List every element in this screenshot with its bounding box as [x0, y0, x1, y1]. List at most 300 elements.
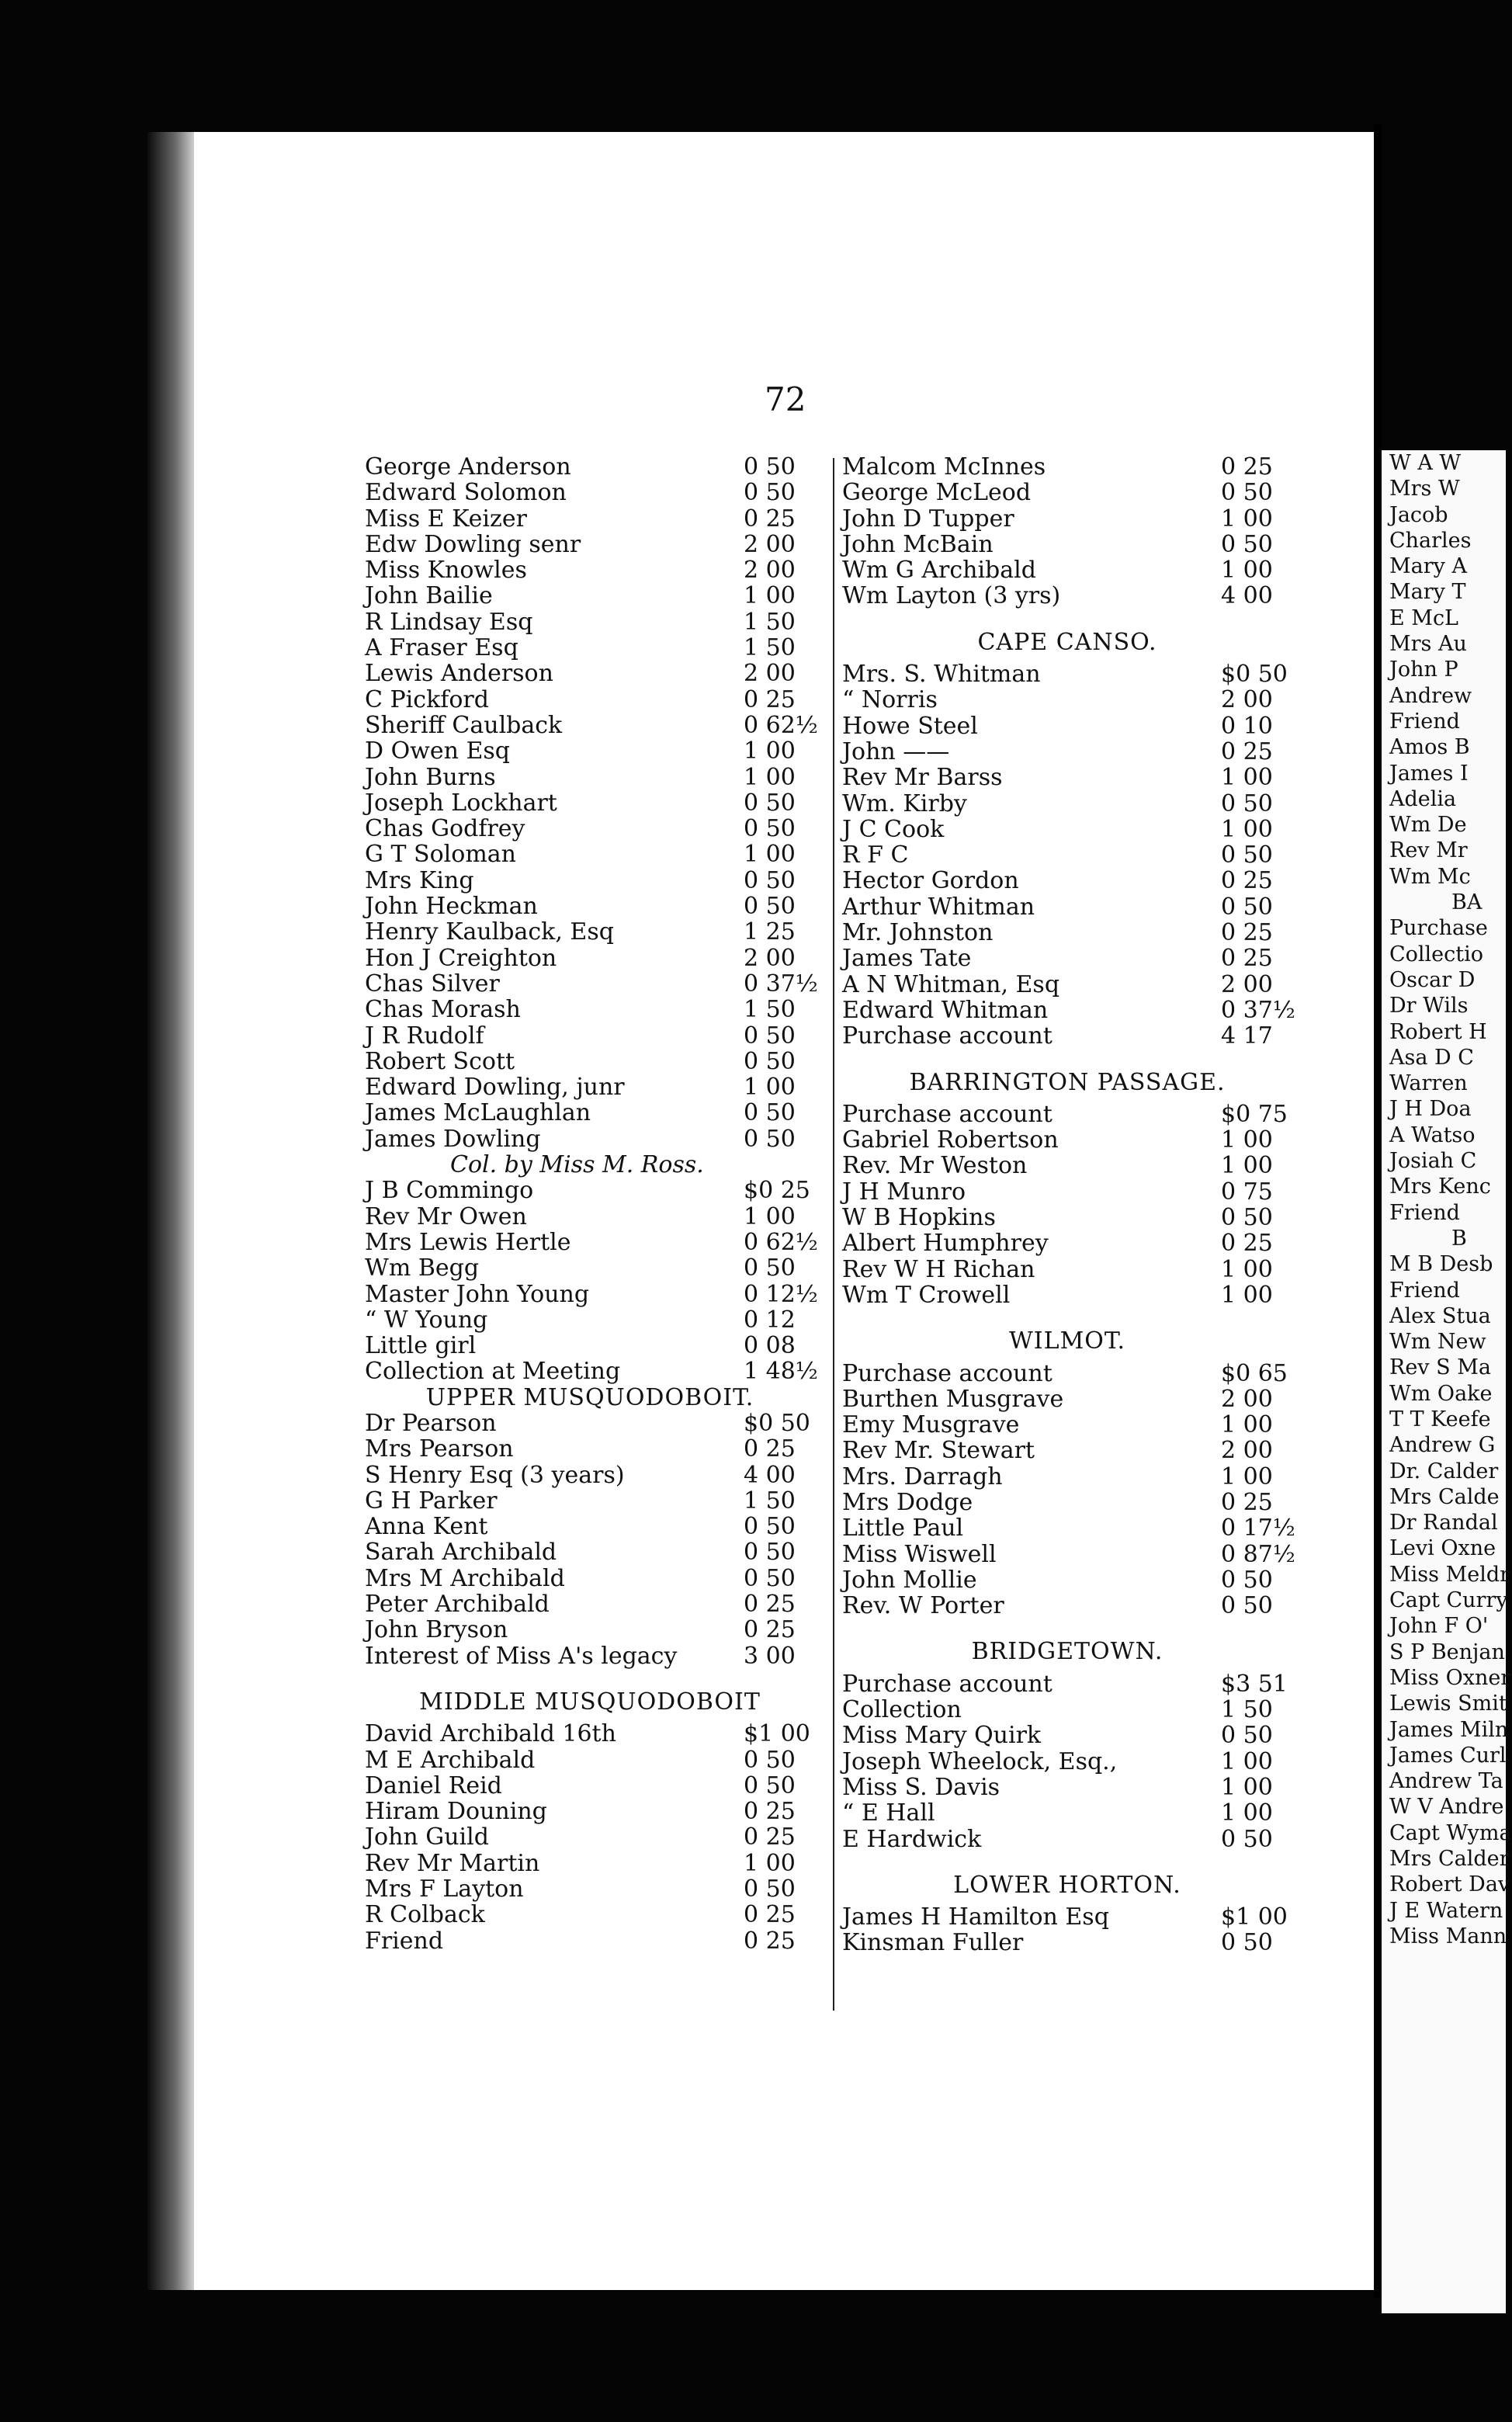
contribution-row: [365, 1307, 815, 1333]
contributor-name: Robert Scott: [365, 1047, 515, 1075]
contribution-amount: 1 00: [744, 582, 796, 610]
contributor-name: Burthen Musgrave: [842, 1385, 1064, 1413]
contributor-name: Rev. Mr Weston: [842, 1152, 1028, 1180]
contribution-row: [842, 1127, 1292, 1153]
contribution-amount: 0 50: [1221, 841, 1273, 869]
contribution-amount: 0 25: [744, 505, 796, 533]
facing-page-line: M B Desb: [1389, 1252, 1493, 1277]
contributor-name: Mrs Lewis Hertle: [365, 1228, 571, 1256]
section-heading-barrington-passage: BARRINGTON PASSAGE.: [909, 1068, 1226, 1096]
contribution-amount: 1 00: [1221, 764, 1273, 792]
contribution-row: [365, 506, 815, 532]
contribution-amount: 1 50: [744, 1487, 796, 1515]
page-number: 72: [765, 380, 806, 418]
contributor-name: A N Whitman, Esq: [842, 970, 1060, 998]
contribution-row: [365, 1643, 815, 1669]
contributor-name: Chas Silver: [365, 970, 500, 998]
contributor-name: Purchase account: [842, 1359, 1053, 1387]
facing-page-line: Friend: [1389, 1278, 1460, 1303]
contribution-row: [842, 972, 1292, 998]
contribution-row: [842, 791, 1292, 817]
facing-page-line: Friend: [1389, 1200, 1460, 1225]
contribution-amount: 1 00: [1221, 1152, 1273, 1180]
contribution-row: [842, 687, 1292, 713]
contribution-row: [842, 946, 1292, 971]
contributor-name: Mrs M Archibald: [365, 1564, 565, 1592]
contributor-name: Wm Layton (3 yrs): [842, 582, 1061, 610]
contribution-amount: 1 00: [1221, 1255, 1273, 1283]
contribution-row: [365, 816, 815, 841]
contributor-name: Anna Kent: [365, 1513, 488, 1541]
contribution-amount: 2 00: [1221, 1385, 1273, 1413]
facing-page-line: Capt Wyma: [1389, 1820, 1512, 1845]
contribution-amount: 1 00: [1221, 1799, 1273, 1827]
contribution-amount: 2 00: [744, 944, 796, 972]
facing-page-lines: [1382, 450, 1506, 890]
contribution-row: [365, 583, 815, 609]
facing-page-line: James Miln: [1389, 1717, 1509, 1742]
contribution-row: [842, 868, 1292, 894]
facing-page-line: Dr Wils: [1389, 994, 1469, 1018]
contributor-name: Hiram Douning: [365, 1798, 547, 1826]
contribution-row: [365, 1747, 815, 1773]
contribution-row: [842, 1515, 1295, 1542]
contribution-amount: 0 50: [1221, 1566, 1273, 1594]
contribution-amount: $0 75: [1221, 1100, 1288, 1128]
contributor-name: Wm Begg: [365, 1254, 480, 1282]
facing-page-heading: B: [1451, 1226, 1467, 1251]
facing-page-line: James I: [1389, 761, 1469, 786]
contributor-name: Joseph Lockhart: [365, 789, 557, 817]
facing-page-line: Dr Randal: [1389, 1511, 1498, 1535]
contribution-amount: 0 25: [744, 1798, 796, 1826]
contribution-amount: 0 62½: [744, 711, 818, 739]
contribution-row: [842, 1697, 1292, 1723]
contribution-row: [365, 1255, 815, 1281]
contribution-row: [365, 1591, 815, 1617]
contributor-name: John ——: [842, 737, 950, 765]
facing-page-line: James Curl: [1389, 1743, 1507, 1768]
contribution-amount: 0 25: [744, 1616, 796, 1644]
facing-page-line: Purchase: [1389, 916, 1488, 941]
contribution-row: [842, 1282, 1292, 1308]
contribution-row: [842, 480, 1292, 505]
contribution-amount: 0 50: [744, 1564, 796, 1592]
facing-page-line: W V Andre: [1389, 1795, 1504, 1820]
contributor-name: Miss Knowles: [365, 557, 527, 585]
contributor-name: David Archibald 16th: [365, 1720, 616, 1748]
contributor-name: Rev W H Richan: [842, 1255, 1035, 1283]
contribution-amount: 0 50: [744, 893, 796, 921]
contribution-amount: 2 00: [744, 530, 796, 558]
contributor-name: G T Soloman: [365, 841, 516, 869]
contribution-row: [365, 868, 815, 894]
contributor-name: Chas Godfrey: [365, 815, 525, 843]
contribution-amount: 1 50: [1221, 1696, 1273, 1724]
contribution-row: [842, 1438, 1292, 1463]
contributor-name: “ W Young: [365, 1306, 488, 1334]
contributor-name: John McBain: [842, 530, 994, 558]
contribution-row: [365, 1851, 815, 1876]
contributor-name: Collection at Meeting: [365, 1358, 621, 1386]
contribution-amount: 1 00: [744, 841, 796, 869]
contribution-amount: 1 00: [1221, 815, 1273, 843]
contribution-row: [365, 1799, 815, 1824]
contribution-row: [842, 1230, 1292, 1256]
contributor-name: Edward Solomon: [365, 479, 567, 507]
contributor-name: J H Munro: [842, 1178, 966, 1206]
contribution-row: [365, 1773, 815, 1799]
facing-page-line: Rev Mr: [1389, 838, 1468, 863]
contribution-row: [365, 1721, 815, 1747]
contributor-name: John Burns: [365, 763, 496, 791]
contributor-name: R F C: [842, 841, 909, 869]
contribution-amount: 0 50: [744, 1254, 796, 1282]
facing-page-line: Levi Oxne: [1389, 1536, 1496, 1561]
contributor-name: Lewis Anderson: [365, 660, 553, 688]
contribution-amount: 1 00: [1221, 1773, 1273, 1801]
contribution-row: [842, 1593, 1292, 1619]
contribution-amount: 0 50: [744, 1746, 796, 1774]
contributor-name: Mrs Pearson: [365, 1435, 514, 1463]
contribution-row: [842, 583, 1292, 609]
facing-page-line: Mrs Calde: [1389, 1484, 1500, 1509]
contribution-row: [365, 532, 815, 557]
contributor-name: John Guild: [365, 1823, 489, 1851]
contribution-amount: 0 25: [744, 1591, 796, 1619]
contribution-row: [365, 1928, 815, 1954]
contributor-name: John Mollie: [842, 1566, 977, 1594]
page-edge: [147, 132, 194, 2290]
contributor-name: Purchase account: [842, 1670, 1053, 1698]
contribution-row: [365, 687, 815, 713]
section-heading-cape-canso: CAPE CANSO.: [977, 628, 1157, 656]
contributor-list: [842, 1671, 1292, 1852]
contribution-row: [365, 1023, 815, 1049]
facing-page-line: Robert H: [1389, 1019, 1487, 1044]
contribution-row: [365, 1178, 815, 1203]
contributor-name: J C Cook: [842, 815, 945, 843]
contribution-amount: 0 50: [744, 1875, 796, 1903]
facing-page-line: Warren: [1389, 1071, 1468, 1096]
contributor-name: Miss Mary Quirk: [842, 1722, 1042, 1750]
contribution-row: [842, 739, 1292, 765]
contribution-row: [365, 1539, 815, 1565]
contribution-amount: 0 87½: [1221, 1540, 1295, 1568]
contributor-name: James Dowling: [365, 1125, 541, 1153]
section-heading-upper-musquodoboit: UPPER MUSQUODOBOIT.: [425, 1383, 754, 1411]
contribution-amount: 0 25: [1221, 453, 1273, 481]
contributor-name: John D Tupper: [842, 505, 1014, 533]
contributor-name: Hector Gordon: [842, 867, 1019, 895]
contributor-name: Interest of Miss A's legacy: [365, 1642, 678, 1670]
facing-page: [1382, 450, 1512, 2313]
contribution-amount: 0 25: [744, 1435, 796, 1463]
contribution-amount: 2 00: [1221, 686, 1273, 714]
contribution-row: [842, 1464, 1292, 1490]
facing-page-line: Miss Oxner: [1389, 1665, 1511, 1690]
facing-page-line: Josiah C: [1389, 1149, 1477, 1174]
contribution-amount: 2 00: [1221, 970, 1273, 998]
contribution-amount: 0 12: [744, 1306, 796, 1334]
contributor-name: Purchase account: [842, 1022, 1053, 1050]
facing-page-lines: [1382, 1251, 1512, 1949]
contributor-name: G H Parker: [365, 1487, 498, 1515]
contribution-row: [365, 1463, 815, 1488]
contribution-amount: $0 50: [1221, 661, 1288, 689]
contribution-amount: 0 50: [1221, 1722, 1273, 1750]
contribution-amount: 0 50: [1221, 1592, 1273, 1620]
contribution-row: [842, 1540, 1295, 1568]
contribution-row: [365, 1126, 815, 1152]
contribution-row: [842, 661, 1292, 687]
contribution-row: [365, 1074, 815, 1100]
contribution-row: [842, 817, 1292, 842]
contributor-name: Mrs Dodge: [842, 1488, 973, 1516]
contributor-name: Albert Humphrey: [842, 1230, 1049, 1258]
contribution-amount: 1 00: [744, 1849, 796, 1877]
contribution-row: [842, 1205, 1292, 1230]
facing-page-line: Wm De: [1389, 813, 1467, 838]
facing-page-line: Wm Oake: [1389, 1381, 1493, 1406]
contributor-list: [842, 1359, 1295, 1620]
contribution-row: [365, 946, 815, 971]
facing-page-line: Collectio: [1389, 942, 1484, 966]
contributor-name: John Bryson: [365, 1616, 508, 1644]
contributor-name: George Anderson: [365, 453, 571, 481]
contributor-name: “ E Hall: [842, 1799, 935, 1827]
contributor-list: [842, 661, 1295, 1050]
contribution-row: [365, 790, 815, 816]
contribution-row: [842, 1386, 1292, 1412]
contribution-row: [365, 1876, 815, 1902]
contribution-amount: 1 00: [1221, 1411, 1273, 1439]
contributor-name: Howe Steel: [842, 712, 978, 740]
contribution-amount: 0 50: [1221, 530, 1273, 558]
contribution-row: [842, 1179, 1292, 1205]
contribution-amount: 0 50: [1221, 789, 1273, 817]
facing-page-line: Wm Mc: [1389, 864, 1471, 889]
book-gutter: [1374, 124, 1382, 2298]
contributor-list: [842, 1904, 1292, 1956]
contributor-name: Mrs. Darragh: [842, 1463, 1003, 1490]
contributor-name: Collection: [842, 1696, 962, 1724]
contributor-name: James McLaughlan: [365, 1099, 591, 1127]
facing-page-line: Mary A: [1389, 554, 1467, 579]
contributor-name: Master John Young: [365, 1280, 590, 1308]
contributor-list: [365, 1411, 815, 1669]
contributor-name: Wm. Kirby: [842, 789, 967, 817]
contributor-name: Chas Morash: [365, 996, 521, 1024]
contribution-row: [365, 635, 815, 661]
contribution-row: [842, 920, 1292, 946]
contribution-amount: 4 17: [1221, 1022, 1273, 1050]
contribution-row: [365, 894, 815, 919]
facing-page-line: Lewis Smit: [1389, 1692, 1507, 1716]
contributor-name: “ Norris: [842, 686, 938, 714]
contributor-name: Dr Pearson: [365, 1409, 497, 1437]
contribution-row: [842, 1749, 1292, 1775]
contribution-amount: 0 62½: [744, 1228, 818, 1256]
contribution-amount: 0 25: [1221, 1230, 1273, 1258]
facing-page-line: Wm New: [1389, 1330, 1486, 1355]
contributor-name: Miss S. Davis: [842, 1773, 1000, 1801]
contributor-name: Arthur Whitman: [842, 893, 1035, 921]
contribution-amount: 0 50: [744, 1771, 796, 1799]
contribution-row: [842, 1671, 1292, 1697]
contribution-amount: 1 00: [1221, 1463, 1273, 1490]
contributor-name: Rev Mr Barss: [842, 764, 1003, 792]
facing-page-line: Mrs Kenc: [1389, 1175, 1491, 1199]
facing-page-line: Amos B: [1389, 735, 1470, 760]
facing-page-line: Mrs Au: [1389, 632, 1467, 657]
contribution-amount: 1 48½: [744, 1358, 818, 1386]
contribution-row: [842, 842, 1292, 868]
sub-heading: Col. by Miss M. Ross.: [450, 1151, 704, 1179]
contributor-name: Mr. Johnston: [842, 919, 994, 947]
facing-page-line: Miss Meldr: [1389, 1562, 1510, 1587]
contribution-amount: 4 00: [1221, 582, 1273, 610]
contribution-row: [842, 1257, 1292, 1282]
contribution-row: [842, 1361, 1292, 1386]
facing-page-heading: BA: [1451, 890, 1483, 915]
contributor-name: E Hardwick: [842, 1825, 982, 1853]
contributor-name: J B Commingo: [365, 1177, 534, 1205]
column-divider: [833, 458, 834, 2011]
contribution-row: [365, 738, 815, 764]
section-heading-wilmot: WILMOT.: [1008, 1327, 1126, 1355]
section-heading-middle-musquodoboit: MIDDLE MUSQUODOBOIT: [419, 1688, 761, 1716]
contribution-amount: 0 50: [744, 1022, 796, 1050]
contribution-amount: 0 17½: [1221, 1515, 1295, 1542]
contribution-row: [842, 1153, 1292, 1178]
contribution-row: [365, 1049, 815, 1074]
contribution-row: [365, 1411, 815, 1436]
contribution-row: [365, 454, 815, 480]
contribution-row: [842, 1412, 1292, 1438]
contribution-amount: 1 00: [744, 1074, 796, 1102]
facing-page-line: W A W: [1389, 451, 1462, 475]
contribution-row: [842, 713, 1292, 739]
contribution-amount: $0 25: [744, 1177, 810, 1205]
contribution-row: [365, 711, 818, 739]
contribution-amount: 2 00: [744, 660, 796, 688]
contributor-list: [842, 1102, 1292, 1308]
contributor-name: Mrs F Layton: [365, 1875, 524, 1903]
contribution-amount: $0 65: [1221, 1359, 1288, 1387]
contribution-row: [842, 532, 1292, 557]
contributor-name: M E Archibald: [365, 1746, 536, 1774]
contribution-amount: 0 50: [1221, 1929, 1273, 1957]
contribution-row: [842, 1023, 1292, 1049]
facing-page-line: Mrs W: [1389, 477, 1460, 501]
contribution-amount: 0 50: [744, 789, 796, 817]
contributor-name: Peter Archibald: [365, 1591, 550, 1619]
facing-page-line: Mrs Calder: [1389, 1847, 1510, 1872]
contributor-name: Kinsman Fuller: [842, 1929, 1024, 1957]
contribution-row: [365, 1280, 818, 1308]
contribution-amount: 3 00: [744, 1642, 796, 1670]
contributor-name: Edward Dowling, junr: [365, 1074, 625, 1102]
section-heading-lower-horton: LOWER HORTON.: [953, 1871, 1181, 1899]
facing-page-line: John P: [1389, 658, 1458, 682]
contribution-row: [365, 557, 815, 583]
contribution-row: [842, 557, 1292, 583]
contribution-amount: 0 37½: [744, 970, 818, 998]
contributor-name: Emy Musgrave: [842, 1411, 1020, 1439]
contributor-name: Mrs. S. Whitman: [842, 661, 1041, 689]
contribution-amount: 0 50: [744, 453, 796, 481]
contributor-name: Sarah Archibald: [365, 1539, 557, 1567]
facing-page-lines: [1382, 915, 1506, 1226]
contribution-amount: 0 50: [744, 1099, 796, 1127]
contributor-name: Wm G Archibald: [842, 557, 1036, 585]
contributor-list: [365, 1721, 815, 1954]
contribution-row: [365, 1100, 815, 1126]
contribution-row: [842, 1775, 1292, 1800]
contribution-row: [365, 1358, 818, 1386]
contributor-list: [365, 1177, 818, 1386]
contributor-name: James Tate: [842, 945, 972, 973]
contributor-name: Malcom McInnes: [842, 453, 1046, 481]
contribution-row: [365, 1617, 815, 1643]
contribution-amount: 0 25: [1221, 919, 1273, 947]
contributor-name: S Henry Esq (3 years): [365, 1461, 625, 1489]
facing-page-line: E McL: [1389, 606, 1458, 630]
section-heading-bridgetown: BRIDGETOWN.: [971, 1638, 1163, 1666]
contribution-row: [842, 1567, 1292, 1593]
contribution-row: [365, 1436, 815, 1462]
contributor-name: Miss E Keizer: [365, 505, 527, 533]
contributor-name: Sheriff Caulback: [365, 711, 563, 739]
facing-page-line: Jacob: [1389, 502, 1448, 527]
facing-page-line: Andrew G: [1389, 1433, 1496, 1458]
contribution-amount: 1 50: [744, 608, 796, 636]
contributor-name: Mrs King: [365, 866, 474, 894]
contribution-row: [365, 661, 815, 686]
facing-page-line: Adelia: [1389, 786, 1457, 811]
contribution-amount: 0 25: [744, 1901, 796, 1929]
contribution-amount: 1 00: [1221, 505, 1273, 533]
contribution-amount: 0 08: [744, 1332, 796, 1360]
facing-page-line: Robert Dav: [1389, 1872, 1510, 1897]
facing-page-line: Dr. Calder: [1389, 1459, 1499, 1483]
contribution-row: [842, 1723, 1292, 1748]
contribution-row: [365, 919, 815, 945]
contribution-amount: 1 00: [1221, 1747, 1273, 1775]
contribution-row: [365, 609, 815, 635]
contribution-amount: 0 25: [1221, 1488, 1273, 1516]
facing-page-line: Oscar D: [1389, 967, 1476, 992]
facing-page-line: Charles: [1389, 528, 1472, 553]
contribution-amount: 0 25: [744, 1823, 796, 1851]
contributor-name: Edw Dowling senr: [365, 530, 581, 558]
contribution-amount: 0 25: [744, 1927, 796, 1955]
contribution-row: [365, 1488, 815, 1514]
contributor-name: James H Hamilton Esq: [842, 1903, 1109, 1931]
contributor-name: R Colback: [365, 1901, 485, 1929]
contribution-amount: 0 25: [1221, 867, 1273, 895]
contribution-row: [365, 1566, 815, 1591]
contributor-name: George McLeod: [842, 479, 1032, 507]
contributor-name: Wm T Crowell: [842, 1281, 1011, 1309]
facing-page-line: S P Benjan: [1389, 1640, 1505, 1664]
facing-page-line: Capt Curry: [1389, 1588, 1508, 1613]
facing-page-line: Friend: [1389, 709, 1460, 734]
contributor-name: W B Hopkins: [842, 1204, 996, 1232]
contribution-row: [365, 841, 815, 867]
contribution-row: [365, 1204, 815, 1230]
